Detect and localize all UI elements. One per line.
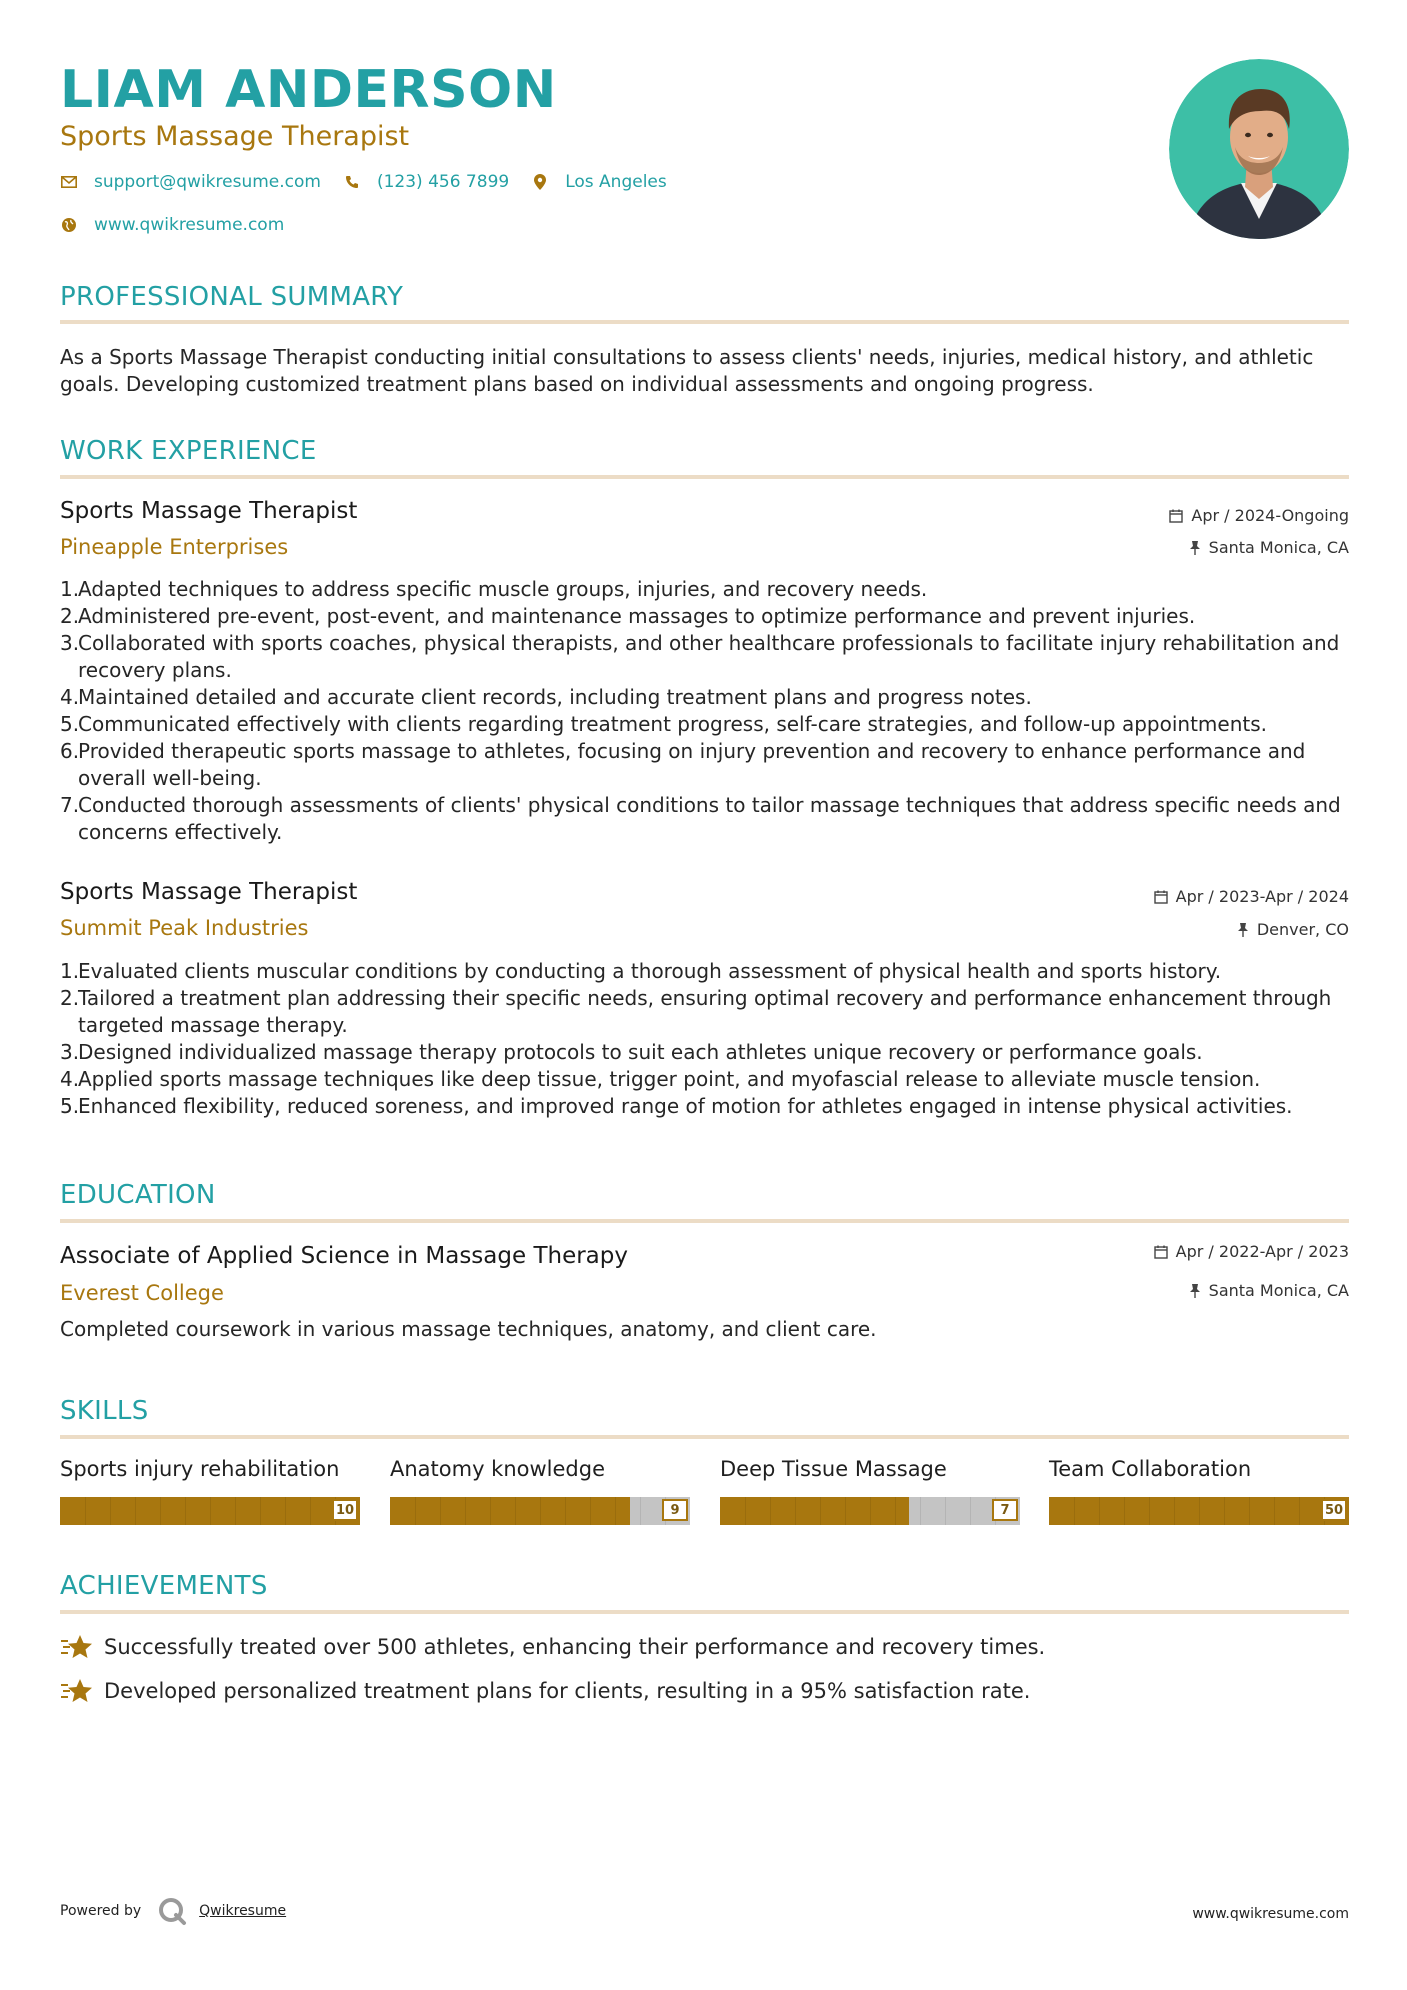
list-item: 6. Provided therapeutic sports massage to athletes, focusing on injury prevention and recovery to enhance performance and overall well-being. — [60, 739, 1306, 790]
skill-bar-segment — [185, 1497, 186, 1525]
skill-bar-segment — [590, 1497, 591, 1525]
skill-item — [390, 1455, 690, 1518]
skill-bar-segment — [1174, 1497, 1175, 1525]
skill-value: 50 — [1321, 1499, 1347, 1521]
skill-bar-segment — [440, 1497, 441, 1525]
education-location — [1189, 1280, 1349, 1302]
skill-bar-segment — [465, 1497, 466, 1525]
skill-bar-segment — [795, 1497, 796, 1525]
job-title-2: Sports Massage Therapist — [60, 879, 358, 905]
skill-label: Team Collaboration — [1049, 1457, 1252, 1481]
education-dates — [1154, 1241, 1349, 1263]
skill-bar — [390, 1497, 690, 1525]
education-description: Completed coursework in various massage techniques, anatomy, and client care. — [60, 1317, 877, 1341]
skill-label: Deep Tissue Massage — [720, 1457, 947, 1481]
skill-bar-segment — [1299, 1497, 1300, 1525]
achievements-divider — [60, 1610, 1349, 1614]
achievements-heading: ACHIEVEMENTS — [60, 1571, 268, 1601]
education-divider — [60, 1219, 1349, 1223]
calendar-icon — [1169, 509, 1183, 523]
footer-website[interactable]: www.qwikresume.com — [1192, 1906, 1349, 1922]
skill-bar-segment — [310, 1497, 311, 1525]
email-text: support@qwikresume.com — [94, 172, 321, 192]
skill-bar-segment — [845, 1497, 846, 1525]
contact-website[interactable] — [60, 215, 284, 235]
candidate-name: LIAM ANDERSON — [60, 60, 557, 120]
list-item: 3. Designed individualized massage therapy protocols to suit each athletes unique recovery or performance goals. — [60, 1040, 1203, 1064]
pushpin-icon — [1237, 923, 1249, 937]
skill-label: Anatomy knowledge — [390, 1457, 606, 1481]
list-item: 4. Applied sports massage techniques like deep tissue, trigger point, and myofascial release to alleviate muscle tension. — [60, 1067, 1261, 1091]
star-icon — [60, 1632, 94, 1662]
achievement-text: Successfully treated over 500 athletes, enhancing their performance and recovery times. — [104, 1635, 1046, 1659]
skill-value: 7 — [992, 1499, 1018, 1521]
skill-bar-segment — [110, 1497, 111, 1525]
summary-divider — [60, 320, 1349, 324]
skill-bar-segment — [515, 1497, 516, 1525]
calendar-icon — [1154, 1245, 1168, 1259]
skills-divider — [60, 1435, 1349, 1439]
envelope-icon — [60, 173, 78, 191]
skill-bar-segment — [85, 1497, 86, 1525]
achievement-text: Developed personalized treatment plans for clients, resulting in a 95% satisfaction rate. — [104, 1679, 1031, 1703]
skill-bar-segment — [945, 1497, 946, 1525]
summary-heading: PROFESSIONAL SUMMARY — [60, 282, 404, 312]
skill-bar-segment — [235, 1497, 236, 1525]
skill-bar-segment — [285, 1497, 286, 1525]
skill-bar-segment — [970, 1497, 971, 1525]
skill-bar-segment — [745, 1497, 746, 1525]
resume-page — [60, 0, 1349, 1990]
summary-text: As a Sports Massage Therapist conducting initial consultations to assess clients' needs, injuries, medical history, and athletic goals. Developing customized treatment plans based on individual assessments and ongoing progress. — [60, 345, 1314, 396]
star-icon — [60, 1676, 94, 1706]
education-degree: Associate of Applied Science in Massage Therapy — [60, 1243, 628, 1269]
pushpin-icon — [1189, 541, 1201, 555]
pushpin-icon — [1189, 1284, 1201, 1298]
skill-item — [720, 1455, 1020, 1518]
education-location-text: Santa Monica, CA — [1208, 1281, 1349, 1300]
skill-bar-segment — [540, 1497, 541, 1525]
skill-bar-segment — [160, 1497, 161, 1525]
contact-email[interactable] — [60, 172, 321, 192]
skill-bar-segment — [1224, 1497, 1225, 1525]
contact-phone[interactable] — [343, 172, 509, 192]
phone-icon — [343, 173, 361, 191]
list-item: 7. Conducted thorough assessments of clients' physical conditions to tailor massage techniques that address specific needs and concerns effectively. — [60, 793, 1341, 844]
list-item: 5. Communicated effectively with clients regarding treatment progress, self-care strategies, and follow-up appointments. — [60, 712, 1268, 736]
skill-bar-segment — [1099, 1497, 1100, 1525]
phone-text: (123) 456 7899 — [376, 172, 510, 192]
skill-label: Sports injury rehabilitation — [60, 1457, 340, 1481]
list-item: 5. Enhanced flexibility, reduced soreness, and improved range of motion for athletes engaged in intense physical activities. — [60, 1094, 1293, 1118]
job-company-1: Pineapple Enterprises — [60, 535, 289, 559]
job-location-text-1: Santa Monica, CA — [1208, 538, 1349, 557]
skill-bar-segment — [1249, 1497, 1250, 1525]
education-dates-text: Apr / 2022-Apr / 2023 — [1175, 1242, 1349, 1261]
skill-bar-segment — [490, 1497, 491, 1525]
skill-bar — [1049, 1497, 1349, 1525]
list-item: 4. Maintained detailed and accurate client records, including treatment plans and progress notes. — [60, 685, 1032, 709]
candidate-title: Sports Massage Therapist — [60, 121, 410, 152]
qwikresume-logo-icon — [157, 1896, 187, 1926]
skill-item — [1049, 1455, 1349, 1518]
skill-bar-segment — [1074, 1497, 1075, 1525]
skill-bar — [60, 1497, 360, 1525]
education-heading: EDUCATION — [60, 1180, 216, 1210]
skill-bar-fill — [720, 1497, 909, 1525]
job-location-text-2: Denver, CO — [1256, 920, 1349, 939]
skill-bar-segment — [1124, 1497, 1125, 1525]
achievement-item — [60, 1676, 1030, 1706]
skill-bar-fill — [390, 1497, 630, 1525]
list-item: 2. Tailored a treatment plan addressing their specific needs, ensuring optimal recovery and performance enhancement through targeted massage therapy. — [60, 986, 1332, 1037]
footer-powered-by — [60, 1896, 286, 1926]
profile-photo — [1169, 59, 1349, 239]
job-title-1: Sports Massage Therapist — [60, 498, 358, 524]
skill-bar-segment — [820, 1497, 821, 1525]
location-text: Los Angeles — [565, 172, 667, 192]
list-item: 1. Evaluated clients muscular conditions by conducting a thorough assessment of physical health and sports history. — [60, 959, 1222, 983]
qwikresume-link[interactable]: Qwikresume — [199, 1903, 287, 1919]
job-bullets-2 — [60, 958, 1367, 1120]
contact-row-1 — [60, 170, 689, 194]
education-school: Everest College — [60, 1281, 224, 1305]
skill-bar-segment — [895, 1497, 896, 1525]
skill-bar-segment — [770, 1497, 771, 1525]
contact-row-2 — [60, 213, 306, 237]
skill-bar-segment — [1199, 1497, 1200, 1525]
job-bullets-1 — [60, 576, 1367, 846]
calendar-icon — [1154, 890, 1168, 904]
skill-bar-segment — [565, 1497, 566, 1525]
job-location-2 — [1237, 919, 1349, 941]
list-item: 1. Adapted techniques to address specific muscle groups, injuries, and recovery needs. — [60, 577, 928, 601]
skill-bar-segment — [415, 1497, 416, 1525]
skill-bar-segment — [640, 1497, 641, 1525]
experience-heading: WORK EXPERIENCE — [60, 436, 317, 466]
powered-by-text: Powered by — [60, 1903, 142, 1919]
skill-value: 9 — [662, 1499, 688, 1521]
skill-value: 10 — [332, 1499, 358, 1521]
skill-item — [60, 1455, 360, 1518]
list-item: 2. Administered pre-event, post-event, and maintenance massages to optimize performance and prevent injuries. — [60, 604, 1196, 628]
job-dates-text-1: Apr / 2024-Ongoing — [1191, 506, 1349, 525]
skill-bar-segment — [615, 1497, 616, 1525]
skills-heading: SKILLS — [60, 1396, 149, 1426]
map-pin-icon — [531, 173, 549, 191]
skill-bar-segment — [1274, 1497, 1275, 1525]
job-dates-1 — [1169, 505, 1349, 527]
globe-icon — [60, 216, 78, 234]
skill-bar — [720, 1497, 1020, 1525]
skill-bar-segment — [1149, 1497, 1150, 1525]
skill-bar-segment — [920, 1497, 921, 1525]
contact-location — [531, 172, 667, 192]
job-dates-text-2: Apr / 2023-Apr / 2024 — [1175, 887, 1349, 906]
skill-bar-segment — [210, 1497, 211, 1525]
achievement-item — [60, 1632, 1045, 1662]
skill-bar-segment — [260, 1497, 261, 1525]
skill-bar-segment — [135, 1497, 136, 1525]
job-dates-2 — [1154, 886, 1349, 908]
job-location-1 — [1189, 537, 1349, 559]
job-company-2: Summit Peak Industries — [60, 916, 309, 940]
website-text: www.qwikresume.com — [94, 215, 285, 235]
experience-divider — [60, 475, 1349, 479]
list-item: 3. Collaborated with sports coaches, physical therapists, and other healthcare professionals to facilitate injury rehabilitation and recovery plans. — [60, 631, 1340, 682]
skill-bar-segment — [870, 1497, 871, 1525]
